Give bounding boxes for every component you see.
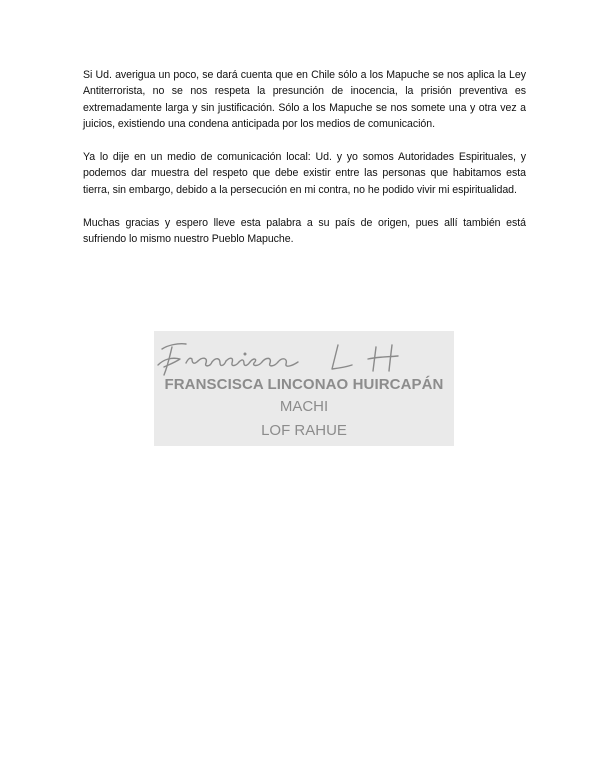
letter-body bbox=[83, 67, 526, 265]
signatory-place: LOF RAHUE bbox=[261, 422, 347, 439]
handwritten-signature bbox=[154, 335, 454, 379]
paragraph-3: Muchas gracias y espero lleve esta palabra a su país de origen, pues allí también está sufriendo lo mismo nuestro Pueblo Mapuche. bbox=[83, 217, 526, 246]
paragraph-1: Si Ud. averigua un poco, se dará cuenta que en Chile sólo a los Mapuche se nos aplica la Ley Antiterrorista, no se nos respeta la presunción de inocencia, la prisión preventiva es extremadamente larga y sin justificación. Sólo a los Mapuche se nos somete una y otra vez a juicios, existiendo una condena anticipada por los medios de comunicación. bbox=[83, 69, 526, 130]
signatory-name: FRANSCISCA LINCONAO HUIRCAPÁN bbox=[164, 376, 444, 393]
signatory-title: MACHI bbox=[279, 398, 329, 415]
signature-block bbox=[154, 331, 454, 446]
paragraph-2: Ya lo dije en un medio de comunicación local: Ud. y yo somos Autoridades Espirituales, y podemos dar muestra del respeto que debe existir entre las personas que habitamos esta tierra, sin embargo, debido a la persecución en mi contra, no he podido vivir mi espiritualidad. bbox=[83, 151, 526, 196]
